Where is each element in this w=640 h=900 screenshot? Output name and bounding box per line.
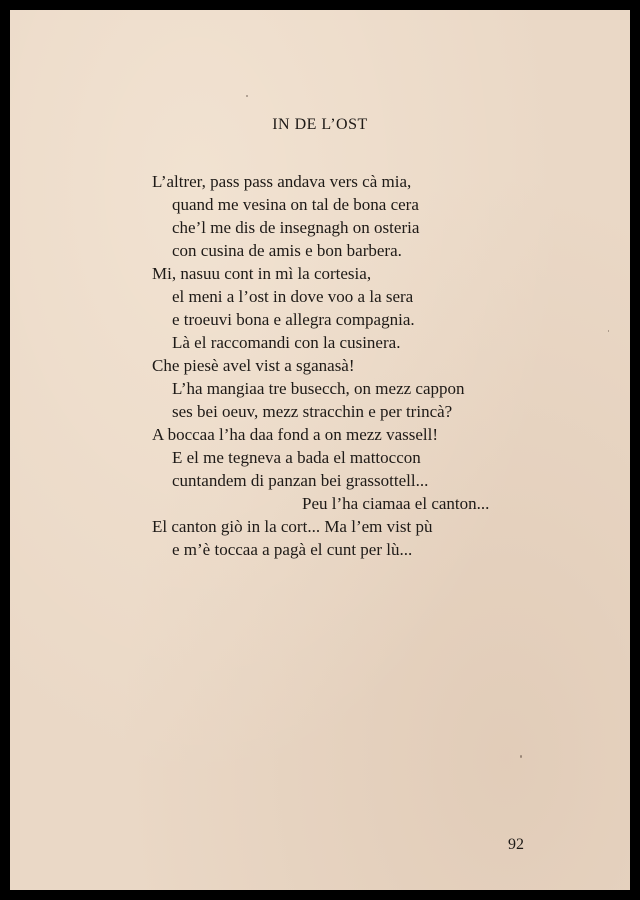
poem-title: IN DE L’OST [272, 116, 368, 133]
poem-line: Là el raccomandi con la cusinera. [172, 333, 401, 352]
poem-line: L’altrer, pass pass andava vers cà mia, [152, 172, 412, 191]
poem-line: Che piesè avel vist a sganasà! [152, 356, 355, 375]
poem-line: L’ha mangiaa tre busecch, on mezz cappon [172, 379, 465, 398]
paper-speck [246, 95, 248, 97]
poem-line: cuntandem di panzan bei grassottell... [172, 471, 429, 490]
poem-line: E el me tegneva a bada el mattoccon [172, 448, 421, 467]
poem-line: Mi, nasuu cont in mì la cortesia, [152, 264, 372, 283]
poem-line: A boccaa l’ha daa fond a on mezz vassell! [152, 425, 439, 444]
poem-line: e troeuvi bona e allegra compagnia. [172, 310, 415, 329]
poem-line: quand me vesina on tal de bona cera [172, 195, 419, 214]
paper-speck [608, 330, 609, 332]
poem-line: e m’è toccaa a pagà el cunt per lù... [172, 540, 413, 559]
poem-line: Peu l’ha ciamaa el canton... [302, 494, 490, 513]
poem-line: el meni a l’ost in dove voo a la sera [172, 287, 414, 306]
poem-line: El canton giò in la cort... Ma l’em vist pù [152, 517, 433, 536]
poem-line: ses bei oeuv, mezz stracchin e per trincà? [172, 402, 453, 421]
poem-line: con cusina de amis e bon barbera. [172, 241, 402, 260]
poem-line: che’l me dis de insegnagh on osteria [172, 218, 420, 237]
paper-speck [520, 755, 522, 758]
page-number: 92 [508, 836, 524, 853]
book-page [10, 10, 630, 890]
